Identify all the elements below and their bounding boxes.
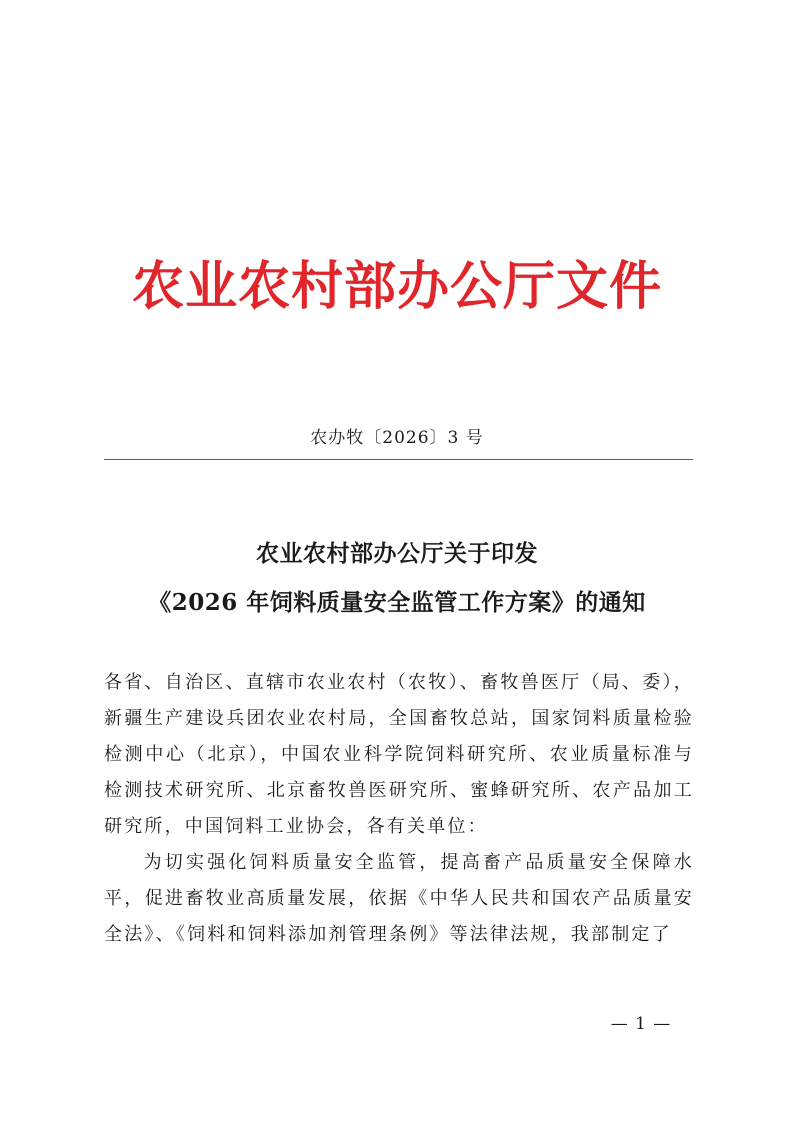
recipients-paragraph: 各省、自治区、直辖市农业农村（农牧）、畜牧兽医厅（局、委），新疆生产建设兵团农业农村局，全国畜牧总站，国家饲料质量检验检测中心（北京），中国农业科学院饲料研究所、农业质量标准与检测技术研究所、北京畜牧兽医研究所、蜜蜂研究所、农产品加工研究所，中国饲料工业协会，各有关单位： bbox=[104, 672, 694, 837]
page-number: — 1 — bbox=[610, 1014, 672, 1034]
notice-title-line-1: 农业农村部办公厅关于印发 bbox=[256, 540, 538, 567]
red-separator-line bbox=[104, 459, 693, 460]
notice-title-line-2: 《2026 年饲料质量安全监管工作方案》的通知 bbox=[148, 589, 646, 616]
document-body bbox=[104, 665, 694, 953]
body-paragraph-1: 为切实强化饲料质量安全监管，提高畜产品质量安全保障水平，促进畜牧业高质量发展，依据《中华人民共和国农产品质量安全法》、《饲料和饲料添加剂管理条例》等法律法规，我部制定了 bbox=[104, 852, 694, 945]
document-number: 农办牧〔2026〕3 号 bbox=[310, 428, 484, 448]
issuer-title: 农业农村部办公厅文件 bbox=[131, 256, 662, 317]
